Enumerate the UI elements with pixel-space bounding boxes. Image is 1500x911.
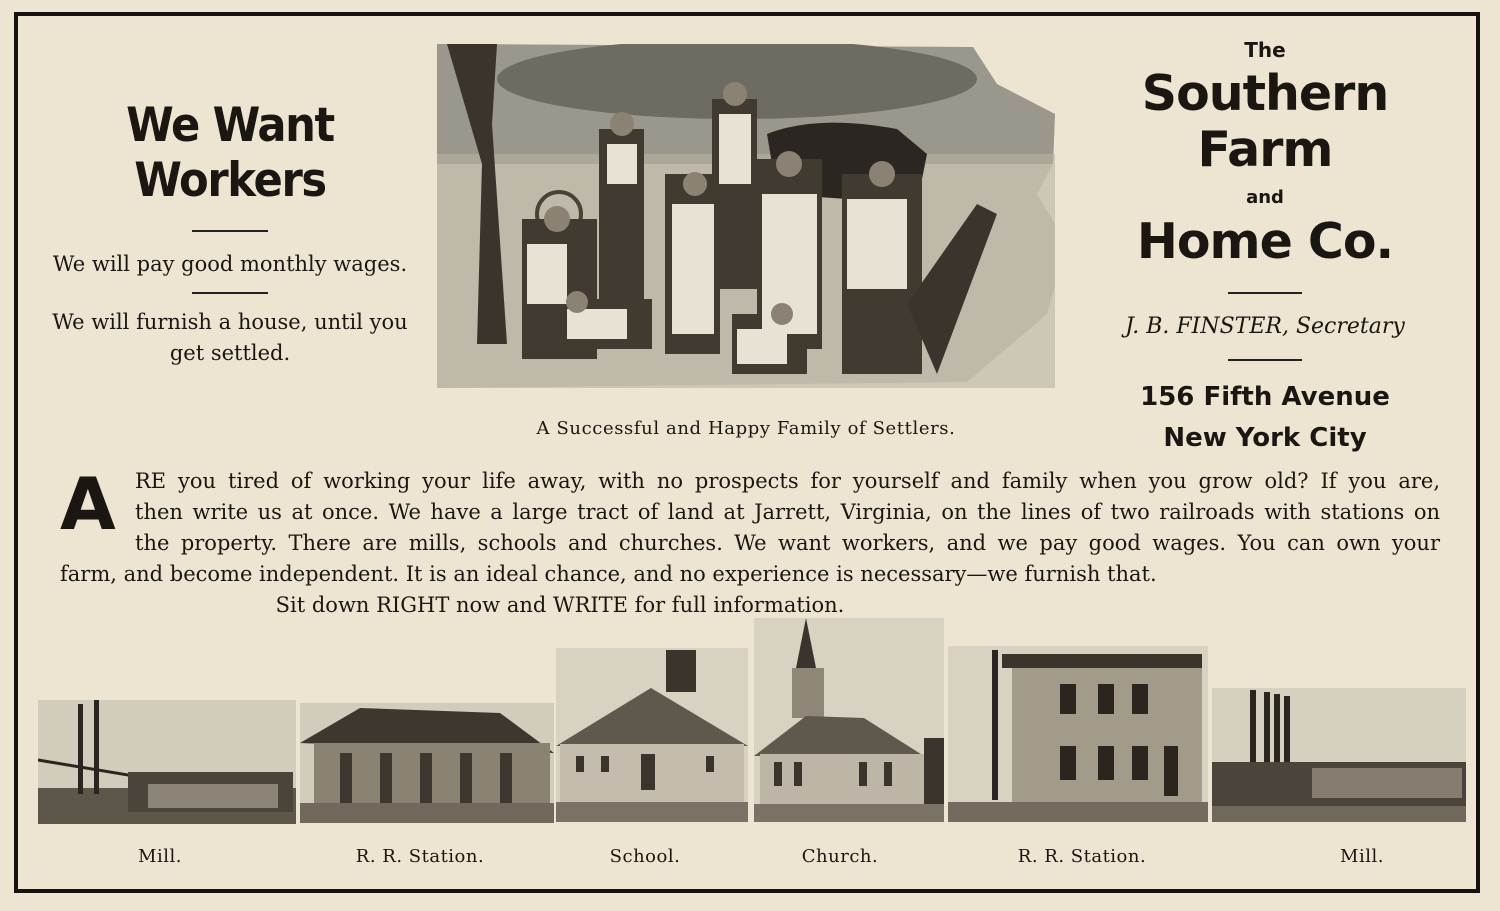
wages-text: We will pay good monthly wages. [52,252,408,276]
mill-2-photo [1212,688,1466,822]
company-name-line1: Southern Farm [1141,65,1389,178]
building-label: Mill. [1340,846,1384,867]
photo-caption: A Successful and Happy Family of Settlers. [536,418,956,439]
company-the: The [1244,38,1286,62]
company-and: and [1246,187,1284,208]
school-photo [556,648,748,822]
rr-station-2-photo [948,646,1208,822]
body-line: the property. There are mills, schools and churches. We want workers, and we pay good wages. You can own your [135,531,1440,555]
building-label: School. [609,846,681,867]
left-column [40,98,420,369]
divider [1228,292,1302,294]
divider [192,292,268,294]
drop-cap: A [60,462,116,546]
building-label: R. R. Station. [1017,846,1147,867]
rr-station-photo [300,703,554,823]
address-street: 156 Fifth Avenue [1140,382,1390,412]
body-line: farm, and become independent. It is an ideal chance, and no experience is necessary—we furnish that. [60,562,1157,586]
secretary: J. B. FINSTER, Secretary [1125,314,1405,339]
divider [1228,359,1302,361]
building-label: R. R. Station. [355,846,485,867]
mill-photo [38,700,296,824]
headline: We Want Workers [126,98,334,208]
body-line: then write us at once. We have a large tract of land at Jarrett, Virginia, on the lines of two railroads with stations on [135,500,1440,524]
body-copy [60,462,1440,621]
building-label: Mill. [138,846,182,867]
building-label: Church. [801,846,879,867]
address-city: New York City [1163,423,1367,453]
body-line-cta: Sit down RIGHT now and WRITE for full information. [275,593,845,617]
house-text: We will furnish a house, until you get settled. [52,310,408,365]
family-photo [437,44,1055,388]
church-photo [754,618,944,822]
body-line: RE you tired of working your life away, with no prospects for yourself and family when you grow old? If you are, [135,469,1440,493]
company-block [1070,38,1460,459]
company-name-line2: Home Co. [1136,213,1394,270]
divider [192,230,268,232]
